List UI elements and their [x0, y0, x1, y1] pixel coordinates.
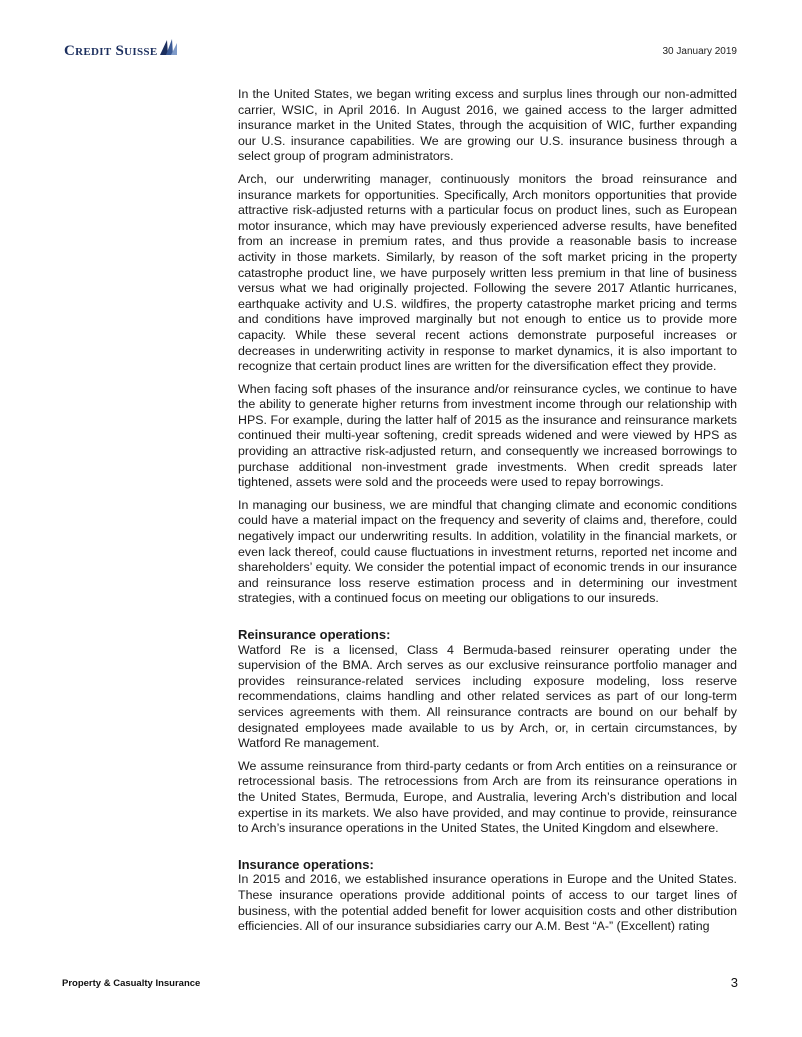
reinsurance-heading: Reinsurance operations: — [238, 627, 391, 642]
paragraph: Watford Re is a licensed, Class 4 Bermuda-based reinsurer operating under the supervision of the BMA. Arch serves as our exclusive reinsurance portfolio manager and provides reinsurance-related services including exposure modeling, loss reserve recommendations, claims handling and other related services as part of our long-term services agreements with them. All reinsurance contracts are bound on our behalf by designated employees made available to us by Arch, or, in certain circumstances, by Watford Re management. — [238, 642, 737, 751]
credit-suisse-logo — [64, 38, 178, 60]
paragraph: When facing soft phases of the insurance and/or reinsurance cycles, we continue to have the ability to generate higher returns from investment income through our relationship with HPS. For example, during the latter half of 2015 as the insurance and reinsurance markets continued their multi-year softening, credit spreads widened and were viewed by HPS as providing an attractive risk-adjusted return, and consequently we increased borrowings to purchase additional non-investment grade investments. When credit spreads later tightened, assets were sold and the proceeds were used to repay borrowings. — [238, 381, 737, 490]
main-content — [238, 87, 737, 942]
paragraph: In the United States, we began writing excess and surplus lines through our non-admitted carrier, WSIC, in April 2016. In August 2016, we gained access to the larger admitted insurance market in the United States, through the acquisition of WIC, further expanding our U.S. insurance capabilities. We are growing our U.S. insurance business through a select group of program administrators. — [238, 87, 737, 164]
sails-icon — [158, 38, 178, 56]
paragraph: We assume reinsurance from third-party cedants or from Arch entities on a reinsurance or retrocessional basis. The retrocessions from Arch are from its reinsurance operations in the United States, Bermuda, Europe, and Australia, levering Arch’s distribution and local expertise in its markets. We also have provided, and may continue to provide, reinsurance to Arch’s insurance operations in the United States, the United Kingdom and elsewhere. — [238, 758, 737, 836]
footer-section-title: Property & Casualty Insurance — [62, 978, 201, 989]
report-date: 30 January 2019 — [662, 46, 737, 57]
paragraph: Arch, our underwriting manager, continuously monitors the broad reinsurance and insurance markets for opportunities. Specifically, Arch monitors opportunities that provide attractive risk-adjusted returns with a particular focus on product lines, such as European motor insurance, which may have previously experienced adverse results, have benefited from an increase in premium rates, and thus provide a reasonable basis to increase activity in those markets. Similarly, by reason of the soft market pricing in the property catastrophe product line, we have purposely written less premium in that line of business versus what we had originally projected. Following the severe 2017 Atlantic hurricanes, earthquake activity and U.S. wildfires, the property catastrophe market pricing and terms and conditions have improved marginally but not enough to entice us to provide more capacity. While these several recent actions demonstrate purposeful increases or decreases in underwriting activity in response to market dynamics, it is also important to recognize that certain product lines are written for the diversification effect they provide. — [238, 171, 737, 374]
paragraph: In 2015 and 2016, we established insurance operations in Europe and the United States. These insurance operations provide additional points of access to our target lines of business, with the potential added benefit for lower acquisition costs and other distribution efficiencies. All of our insurance subsidiaries carry our A.M. Best “A-” (Excellent) rating — [238, 872, 737, 934]
insurance-heading: Insurance operations: — [238, 856, 374, 872]
page-number: 3 — [730, 975, 738, 990]
logo-text: Credit Suisse — [64, 43, 158, 59]
paragraph: In managing our business, we are mindful that changing climate and economic conditions could have a material impact on the frequency and severity of claims and, therefore, could negatively impact our underwriting results. In addition, volatility in the financial markets, or even lack thereof, could cause fluctuations in investment returns, reported net income and shareholders’ equity. We consider the potential impact of economic trends in our insurance and reinsurance loss reserve estimation process and in determining our investment strategies, with a continued focus on meeting our obligations to our insureds. — [238, 497, 737, 606]
